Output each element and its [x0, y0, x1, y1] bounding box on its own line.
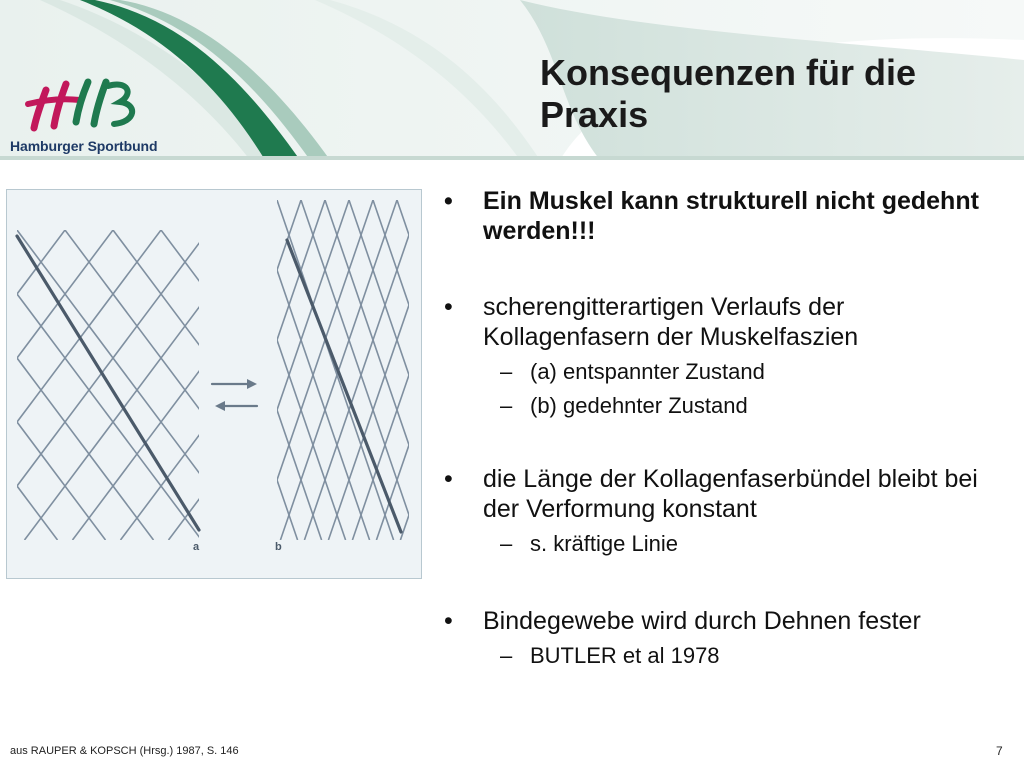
lattice-fiber	[401, 230, 421, 540]
bullet-item	[440, 464, 1010, 524]
sub-bullet-text: (a) entspannter Zustand	[530, 359, 765, 384]
dash-mark: –	[500, 643, 513, 668]
bullet-text: Ein Muskel kann strukturell nicht gedehnt werden!!!	[483, 187, 979, 245]
lattice-fiber	[277, 200, 394, 540]
lattice-fiber	[253, 200, 370, 540]
lattice-fiber	[184, 200, 301, 540]
lattice-fiber	[301, 200, 418, 540]
lattice-fiber	[313, 230, 422, 540]
sub-bullet-text: (b) gedehnter Zustand	[530, 393, 748, 418]
lattice-fiber	[133, 200, 250, 540]
lattice-fiber	[7, 200, 61, 540]
lattice-fiber	[7, 200, 109, 540]
lattice-fiber	[161, 230, 394, 540]
lattice-fiber	[304, 200, 421, 540]
lattice-fiber	[7, 230, 10, 540]
lattice-fiber	[160, 200, 277, 540]
lattice-fiber	[256, 200, 373, 540]
lattice-fiber	[7, 230, 202, 540]
lattice-fiber	[88, 200, 205, 540]
lattice-fiber	[37, 200, 154, 540]
sub-bullet-item	[440, 392, 1010, 420]
lattice-fiber	[205, 200, 322, 540]
lattice-fiber	[7, 200, 82, 540]
sub-bullet-text: s. kräftige Linie	[530, 531, 678, 556]
bullet-item	[440, 186, 1010, 246]
lattice-fiber	[136, 200, 253, 540]
bullet-item	[440, 292, 1010, 352]
bullet-block	[440, 292, 1010, 420]
bullet-mark: •	[444, 293, 453, 321]
lattice-fiber	[61, 200, 178, 540]
collagen-lattice-figure	[6, 189, 422, 579]
lattice-fiber	[109, 200, 226, 540]
lattice-fiber	[7, 230, 17, 540]
bullet-text: scherengitterartigen Verlaufs der Kollagenfasern der Muskelfaszien	[483, 293, 859, 351]
bullet-mark: •	[444, 465, 453, 493]
page-number: 7	[996, 744, 1003, 758]
lattice-fiber	[229, 200, 346, 540]
sub-bullet-text: BUTLER et al 1978	[530, 643, 720, 668]
dash-mark: –	[500, 393, 513, 418]
bullet-text: die Länge der Kollagenfaserbündel bleibt bei der Verformung konstant	[483, 465, 978, 523]
sub-bullet-item	[440, 358, 1010, 386]
dash-mark: –	[500, 531, 513, 556]
bullet-block	[440, 464, 1010, 558]
lattice-fiber	[13, 200, 130, 540]
lattice-fiber	[7, 230, 65, 540]
figure-label-b: b	[275, 541, 282, 553]
bullet-block	[440, 606, 1010, 670]
lattice-fiber	[7, 230, 154, 540]
source-citation: aus RAUPER & KOPSCH (Hrsg.) 1987, S. 146	[10, 745, 239, 757]
logo-text: Hamburger Sportbund	[10, 138, 158, 154]
arrow-left-icon	[215, 401, 225, 411]
lattice-fiber	[7, 200, 34, 540]
lattice-fiber	[65, 230, 298, 540]
bullet-item	[440, 606, 1010, 636]
figure-label-a: a	[193, 541, 200, 553]
bullet-mark: •	[444, 187, 453, 215]
hsb-logo-mark	[10, 76, 185, 136]
slide-title: Konsequenzen für die Praxis	[540, 52, 917, 135]
hamburger-sportbund-logo	[10, 76, 185, 162]
lattice-drawing	[7, 190, 421, 578]
lattice-fiber	[181, 200, 298, 540]
sub-bullet-item	[440, 530, 1010, 558]
dash-mark: –	[500, 359, 513, 384]
bullet-text: Bindegewebe wird durch Dehnen fester	[483, 607, 921, 635]
bullet-mark: •	[444, 607, 453, 635]
sub-bullet-item	[440, 642, 1010, 670]
lattice-fiber	[7, 200, 10, 540]
arrow-right-icon	[247, 379, 257, 389]
lattice-fiber	[7, 200, 13, 540]
lattice-fiber	[7, 230, 58, 540]
lattice-fiber	[85, 200, 202, 540]
bullet-block	[440, 186, 1010, 246]
lattice-fiber	[208, 200, 325, 540]
